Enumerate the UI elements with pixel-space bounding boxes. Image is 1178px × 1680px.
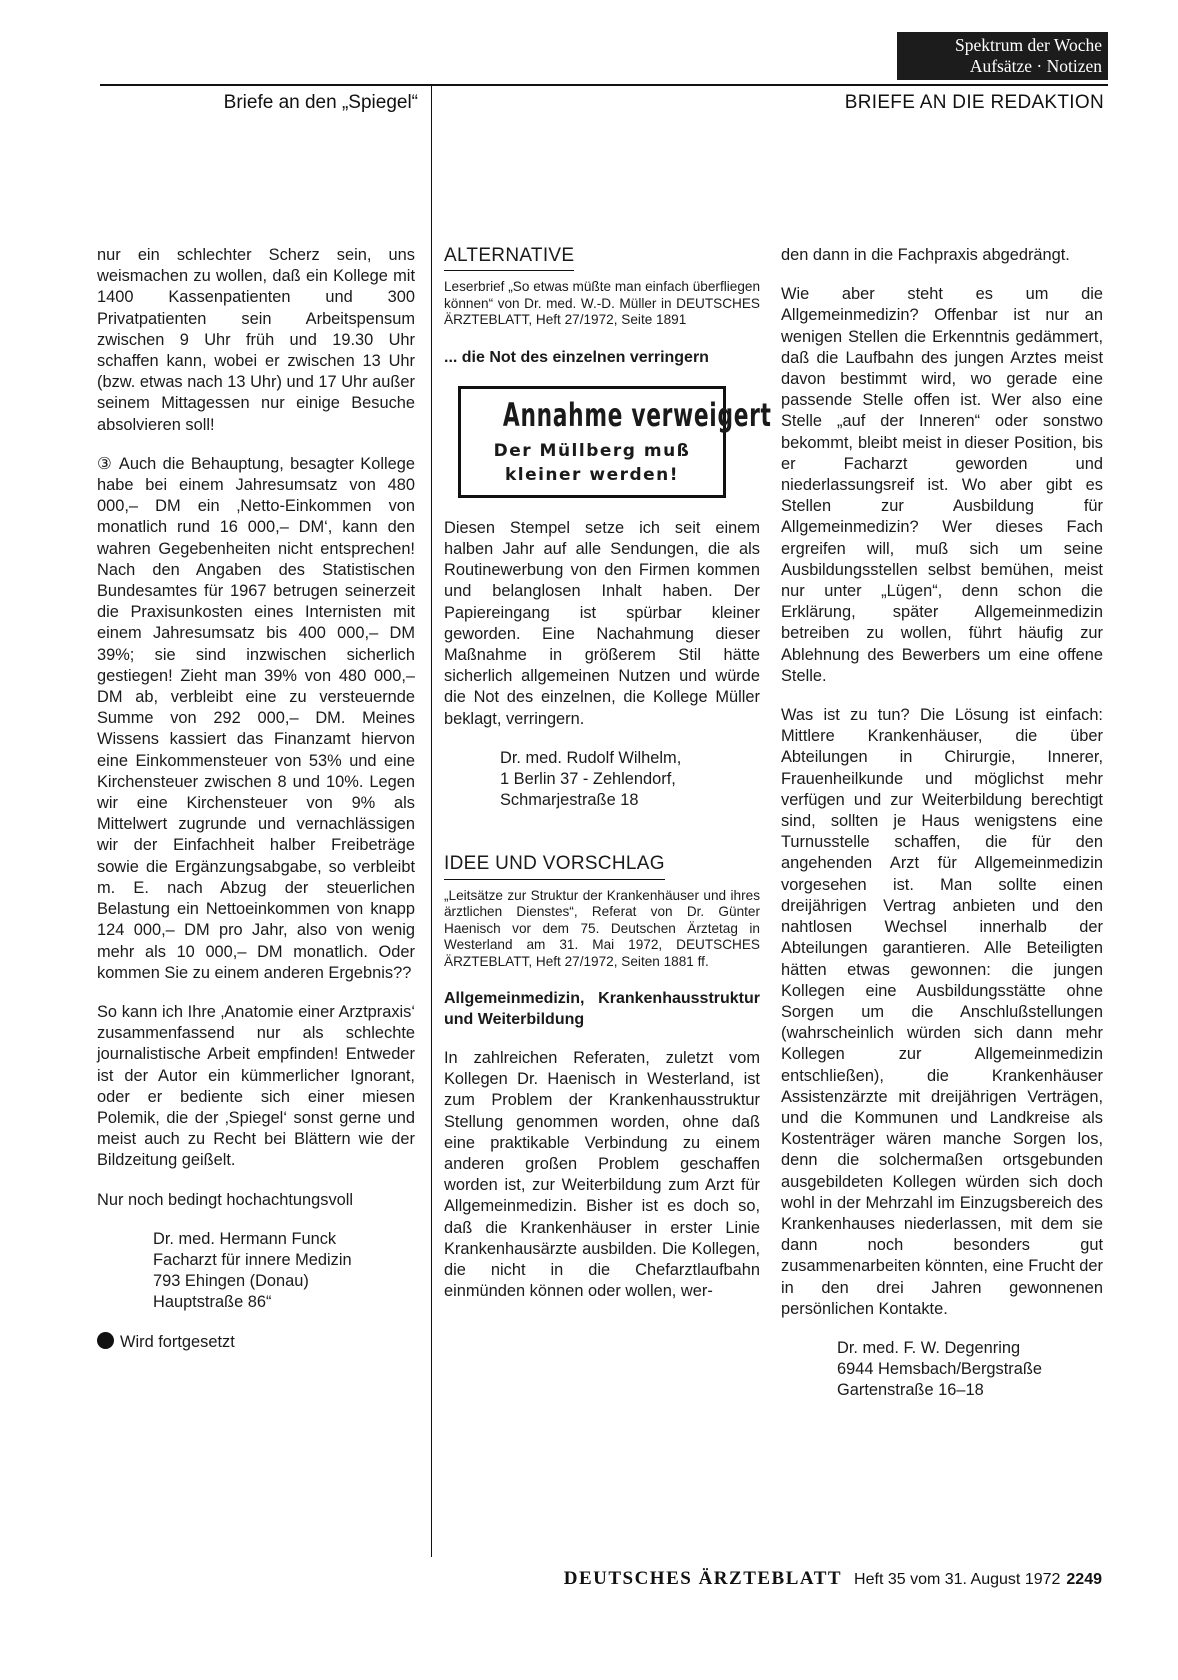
signature-line: Facharzt für innere Medizin	[153, 1250, 352, 1269]
masthead: DEUTSCHES ÄRZTEBLATT	[563, 1568, 843, 1589]
right-running-head: BRIEFE AN DIE REDAKTION	[844, 92, 1104, 113]
header-rule	[100, 84, 1108, 86]
issue-info: Heft 35 vom 31. August 1972	[854, 1571, 1061, 1588]
signature-line: Dr. med. F. W. Degenring	[837, 1338, 1021, 1357]
letter-subheading: ... die Not des einzelnen verringern	[444, 348, 709, 366]
stamp-text-line: Der Müllberg muß	[493, 440, 691, 461]
signature-line: Dr. med. Rudolf Wilhelm,	[500, 748, 682, 767]
paragraph: Was ist zu tun? Die Lösung ist einfach: Mittlere Krankenhäuser, die über Abteilungen in Chirurgie, Innerer, Frauenheilkunde und möglichst mehr verfügen und zur Weiterbildung berechtigt sind, sollten je Haus wenigstens eine Turnusstelle schaffen, die für den angehenden Arzt für Allgemeinmedizin vorgesehen ist. Man sollte einen dreijährigen Vertrag anbieten und den nahtlosen Wechsel innerhalb der Abteilungen garantieren. Alle Beteiligten hätten etwas gewonnen: die jungen Kollegen eine Ausbildungsstätte ohne Sorgen um die Anschlußstellungen (wahrscheinlich würden sich dann mehr Kollegen zur Allgemeinmedizin entschließen), die Krankenhäuser Assistenzärzte mit dreijährigen Verträgen, und die Kommunen und Landkreise als Kostenträger wären manche Sorgen los, denn die solchermaßen ortsgebunden ausgebildeten Kollegen würden sich doch wohl in der Mehrzahl im Einzugsbereich des Krankenhauses niederlassen, mit dem sie dann noch besonders gut zusammenarbeiten könnten, eine Frucht der in den drei Jahren gewonnenen persönlichen Kontakte.	[781, 706, 1103, 1318]
paragraph: den dann in die Fachpraxis abgedrängt.	[781, 246, 1070, 264]
paragraph: Wie aber steht es um die Allgemeinmedizin? Offenbar ist nur an wenigen Stellen die Erkenntnis gedämmert, daß die Laufbahn des jungen Arztes meist davon bestimmt wird, wo gerade eine passende Stelle offen ist. Wer also eine Stelle „auf der Inneren“ oder sonstwo bekommt, bleibt meist in dieser Position, bis er Facharzt geworden und niederlassungsreif ist. Wo aber gibt es Stellen zur Ausbildung für Allgemeinmedizin? Wer dieses Fach ergreifen will, muß sich um seine Ausbildungsstellen selbst bemühen, meist nur unter „Lügen“, denn schon die Erklärung, später Allgemeinmedizin betreiben zu wollen, führt häufig zur Ablehnung des Bewerbers um eine offene Stelle.	[781, 285, 1103, 685]
signature-line: Hauptstraße 86“	[153, 1293, 272, 1312]
paragraph: nur ein schlechter Scherz sein, uns weismachen zu wollen, daß ein Kollege mit 1400 Kassenpatienten und 300 Privatpatienten sein Arbeitspensum zwischen 9 Uhr früh und 19.30 Uhr schaffen kann, wobei er zwischen 13 Uhr (bzw. etwas nach 13 Uhr) und 17 Uhr außer seinem Mittagessen nur einige Besuche absolvieren soll!	[97, 246, 415, 434]
paragraph: In zahlreichen Referaten, zuletzt vom Kollegen Dr. Haenisch in Westerland, ist zum Problem der Krankenhausstruktur Stellung genommen worden, ohne daß eine praktikable Verbindung zu einem anderen großen Problem geschaffen worden ist, zur Weiterbildung zum Arzt für Allgemeinmedizin. Bisher ist es doch so, daß die Krankenhäuser in erster Linie Krankenhausärzte ausbilden. Die Kollegen, die nicht in die Chefarztlaufbahn einmünden können oder wollen, wer-	[444, 1049, 760, 1301]
stamp-text-top: Annahme verweigert	[502, 395, 772, 434]
bullet-dot-icon	[97, 1332, 114, 1349]
column-right	[781, 245, 1103, 1420]
continued-text: Wird fortgesetzt	[120, 1332, 235, 1351]
reference-note: Leserbrief „So etwas müßte man einfach überfliegen können“ von Dr. med. W.-D. Müller in DEUTSCHES ÄRZTEBLATT, Heft 27/1972, Seite 1891	[444, 279, 760, 328]
signature-line: Gartenstraße 16–18	[837, 1381, 984, 1400]
column-left	[97, 245, 415, 1371]
section-heading: IDEE UND VORSCHLAG	[444, 853, 665, 879]
signature-line: 793 Ehingen (Donau)	[153, 1272, 309, 1291]
continued-note	[97, 1332, 415, 1353]
signature-line: 1 Berlin 37 - Zehlendorf,	[500, 769, 676, 788]
page-number: 2249	[1066, 1571, 1102, 1588]
signature-line: 6944 Hemsbach/Bergstraße	[837, 1360, 1042, 1379]
signature-block	[97, 1229, 415, 1314]
section-heading: ALTERNATIVE	[444, 245, 574, 271]
section-tag	[897, 32, 1108, 80]
signoff: Nur noch bedingt hochachtungsvoll	[97, 1190, 354, 1209]
column-middle	[444, 245, 772, 1320]
stamp-text-bottom	[461, 439, 723, 487]
paragraph: Diesen Stempel setze ich seit einem halben Jahr auf alle Sendungen, die als Routinewerbung von den Firmen kommen und belanglosen Inhalt haben. Der Papiereingang ist spürbar kleiner geworden. Eine Nachahmung dieser Maßnahme in größerem Stil hätte sicherlich allgemeinen Nutzen und würde die Not des einzelnen, die Kollege Müller beklagt, verringern.	[444, 518, 760, 728]
reference-note: „Leitsätze zur Struktur der Krankenhäuser und ihres ärztlichen Dienstes“, Referat von Dr. Günter Haenisch vor dem 75. Deutschen Ärztetag in Westerland am 31. Mai 1972, DEUTSCHES ÄRZTEBLATT, Heft 27/1972, Seiten 1881 ff.	[444, 887, 760, 969]
section-tag-line1: Spektrum der Woche	[955, 35, 1102, 55]
paragraph: ③ Auch die Behauptung, besagter Kollege habe bei einem Jahresumsatz von 480 000,– DM ein ‚Netto-Einkommen von monatlich rund 16 000,– DM‘, kann den wahren Gegebenheiten nicht entsprechen! Nach den Angaben des Statistischen Bundesamtes für 1967 betrugen seinerzeit die Praxisunkosten eines Internisten mit einem Jahresumsatz bis 400 000,– DM 39%; sie sind inzwischen sicherlich gestiegen! Zieht man 39% von 480 000,– DM ab, verbleibt eine zu versteuernde Summe von 292 000,– DM. Meines Wissens kassiert das Finanzamt hiervon eine Einkommensteuer von 53% und eine Kirchensteuer zwischen 8 und 10%. Legen wir eine Kirchensteuer von 9% als Mittelwert zugrunde und vernachlässigen wir der Einfachheit halber Freibeträge sowie die Ergänzungsabgabe, so verbleibt m. E. nach Abzug der steuerlichen Belastung ein Nettoeinkommen von knapp 124 000,– DM pro Jahr, also von wenig mehr als 10 000,– DM monatlich. Oder kommen Sie zu einem anderen Ergebnis??	[97, 454, 415, 982]
left-running-head: Briefe an den „Spiegel“	[223, 92, 418, 113]
paragraph: So kann ich Ihre ‚Anatomie einer Arztpraxis‘ zusammenfassend nur als schlechte journalistische Arbeit empfinden! Entweder ist der Autor ein kümmerlicher Ignorant, oder er bediente sich einer miesen Polemik, die der ‚Spiegel‘ sonst gerne und meist auch zu Recht bei Blättern wie der Bildzeitung geißelt.	[97, 1002, 415, 1170]
signature-line: Schmarjestraße 18	[500, 791, 639, 810]
signature-line: Dr. med. Hermann Funck	[153, 1229, 337, 1248]
section-tag-line2: Aufsätze · Notizen	[969, 56, 1102, 76]
stamp-text-line: kleiner werden!	[504, 464, 680, 485]
column-divider	[431, 85, 432, 1557]
rubber-stamp-image	[458, 386, 772, 498]
letter-subheading: Allgemeinmedizin, Krankenhausstruktur und Weiterbildung	[444, 990, 760, 1029]
signature-block	[444, 748, 760, 812]
signature-block	[781, 1338, 1103, 1402]
page-footer	[380, 1568, 1102, 1590]
